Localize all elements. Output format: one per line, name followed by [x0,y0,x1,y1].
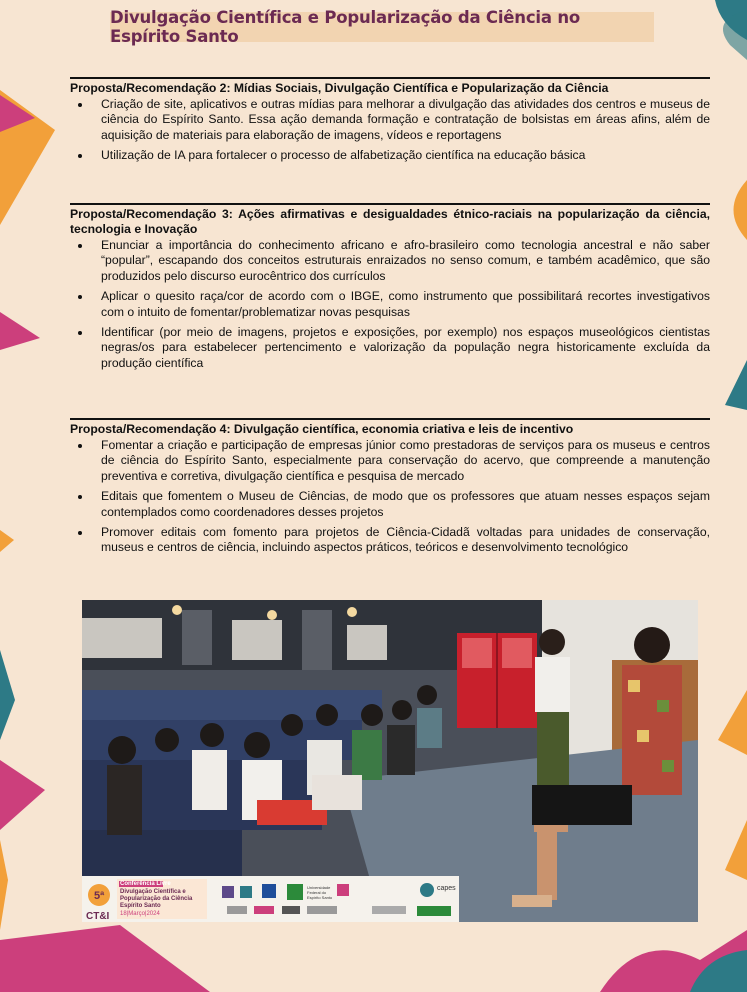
capes-label: capes [437,885,456,892]
list-item: Aplicar o quesito raça/cor de acordo com o IBGE, como instrumento que possibilitará recortes investigativos com o intuito de fomentar/problematizar novas pesquisas [70,289,710,320]
proposal-3-title: Proposta/Recomendação 3: Ações afirmativas e desigualdades étnico-raciais na popularização da ciência, tecnologia e Inovação [70,207,710,236]
bullet-icon [78,154,82,158]
list-item: Editais que fomentem o Museu de Ciências, de modo que os professores que atuam nesses espaços sejam contemplados como coordenadores desses projetos [70,489,710,520]
bullet-icon [78,295,82,299]
page-title-banner [110,8,654,46]
proposal-2-title: Proposta/Recomendação 2: Mídias Sociais, Divulgação Científica e Popularização da Ciência [70,81,609,95]
event-name-line-2: Popularização da Ciência [120,896,193,902]
svg-text:5ª: 5ª [94,890,105,902]
page-title: Divulgação Científica e Popularização da Ciência no Espírito Santo [110,8,581,46]
proposal-2-section [70,77,710,164]
section-divider [70,77,710,79]
event-date: 18|Março|2024 [120,911,160,917]
proposal-4-list [70,438,710,556]
bullet-icon [78,531,82,535]
proposal-3-list [70,238,710,371]
proposal-4-section [70,418,710,556]
event-logo-strip [82,876,459,922]
conference-label: Conferência Livre [120,881,171,887]
ufes-label: Universidade Federal do Espírito Santo [307,885,333,900]
event-name-line-3: Espírito Santo [120,903,161,909]
list-item: Utilização de IA para fortalecer o processo de alfabetização científica na educação básica [70,148,710,163]
bullet-icon [78,244,82,248]
svg-text:CT&I: CT&I [86,911,110,922]
list-item: Criação de site, aplicativos e outras mídias para melhorar a divulgação das atividades dos centros e museus de ciência do Espírito Santo. Essa ação demanda formação e contratação de bolsistas em áreas afins, além de aquisição de materiais para elaboração de imagens, vídeos e reportagens [70,97,710,143]
list-item: Enunciar a importância do conhecimento africano e afro-brasileiro como tecnologia ancestral e não saber “popular”, escapando dos conceitos estruturais enraizados no senso comum, e também acadêmico, que são produzidos pelo discurso eurocêntrico dos currículos [70,238,710,284]
section-divider [70,203,710,205]
list-item: Identificar (por meio de imagens, projetos e exposições, por exemplo) nos espaços museológicos cientistas negras/os para estabelecer pertencimento e valorização da população negra historicamente excluída da produção científica [70,325,710,371]
bullet-icon [78,495,82,499]
event-name-line-1: Divulgação Científica e [120,889,186,895]
bullet-icon [78,103,82,107]
event-photo [82,600,698,922]
proposal-3-section [70,203,710,371]
auditorium-scene [82,600,698,922]
bullet-icon [78,444,82,448]
proposal-4-title: Proposta/Recomendação 4: Divulgação científica, economia criativa e leis de incentivo [70,422,574,436]
proposal-2-list [70,97,710,164]
bullet-icon [78,331,82,335]
list-item: Promover editais com fomento para projetos de Ciência-Cidadã voltadas para unidades de conservação, museus e centros de ciência, incluindo aspectos práticos, teóricos e desenvolvimento tecnológico [70,525,710,556]
section-divider [70,418,710,420]
list-item: Fomentar a criação e participação de empresas júnior como prestadoras de serviços para os museus e centros de ciência do Espírito Santo, especialmente para conservação do acervo, que compreende a manutenção preventiva e corretiva, divulgação científica e pesquisa de mercado [70,438,710,484]
